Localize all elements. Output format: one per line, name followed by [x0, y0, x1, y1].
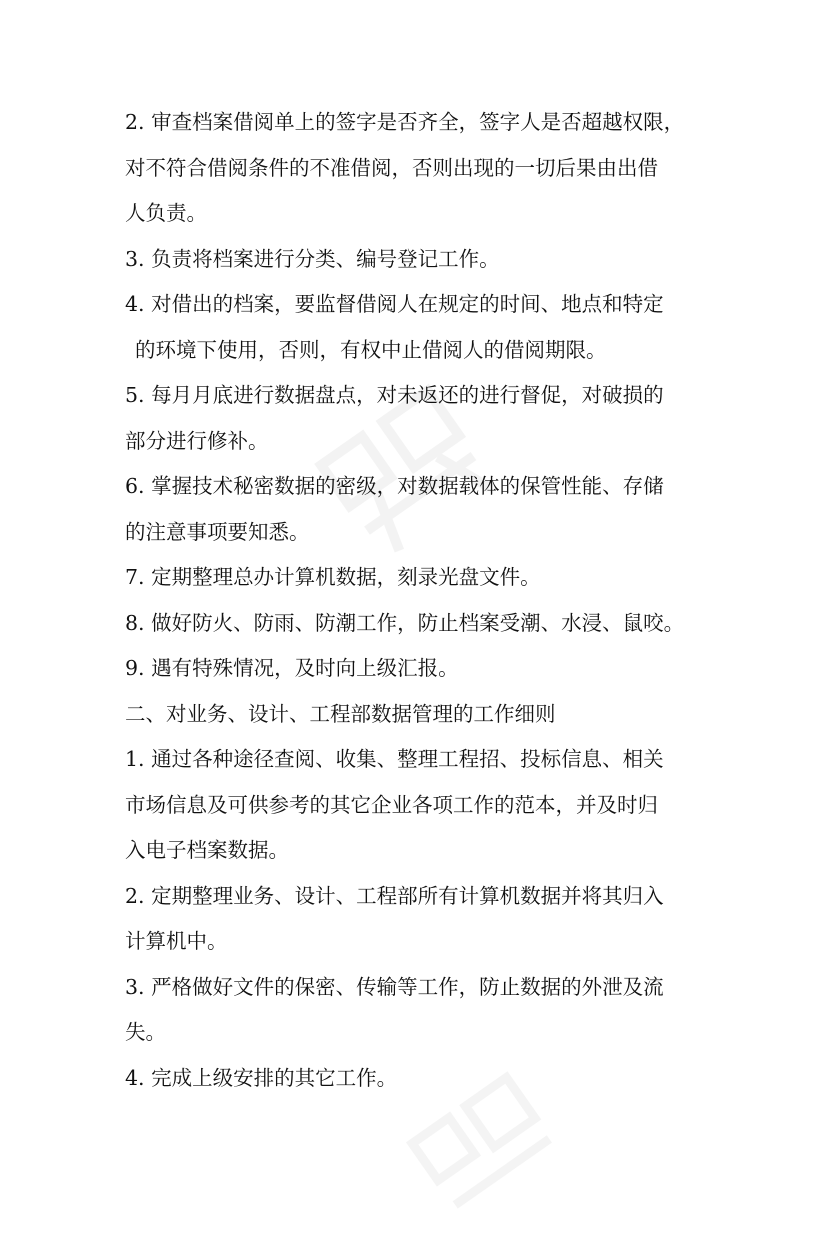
text-line: 2. 审查档案借阅单上的签字是否齐全，签字人是否超越权限， — [125, 110, 685, 134]
text-line: 失。 — [125, 1020, 166, 1044]
document-body — [125, 100, 725, 1101]
text-line: 5. 每月月底进行数据盘点，对未返还的进行督促，对破损的 — [125, 383, 664, 407]
text-line: 3. 严格做好文件的保密、传输等工作，防止数据的外泄及流 — [125, 974, 664, 999]
text-line: 8. 做好防火、防雨、防潮工作，防止档案受潮、水浸、鼠咬。 — [125, 610, 685, 635]
text-line: 入电子档案数据。 — [125, 838, 289, 862]
text-line: 计算机中。 — [125, 929, 228, 953]
text-line: 对不符合借阅条件的不准借阅，否则出现的一切后果由出借 — [125, 155, 658, 180]
text-line: 的环境下使用，否则，有权中止借阅人的借阅期限。 — [135, 337, 607, 362]
text-line: 6. 掌握技术秘密数据的密级，对数据载体的保管性能、存储 — [125, 474, 664, 498]
text-line: 1. 通过各种途径查阅、收集、整理工程招、投标信息、相关 — [125, 747, 664, 771]
text-line: 市场信息及可供参考的其它企业各项工作的范本，并及时归 — [125, 792, 658, 817]
section-heading: 二、对业务、设计、工程部数据管理的工作细则 — [125, 701, 556, 726]
text-line: 7. 定期整理总办计算机数据，刻录光盘文件。 — [125, 565, 541, 589]
text-line: 人负责。 — [125, 201, 207, 225]
text-line: 的注意事项要知悉。 — [125, 519, 310, 544]
text-line: 部分进行修补。 — [125, 428, 269, 453]
text-line: 4. 对借出的档案，要监督借阅人在规定的时间、地点和特定 — [125, 292, 664, 316]
text-line: 2. 定期整理业务、设计、工程部所有计算机数据并将其归入 — [125, 883, 664, 908]
text-line: 9. 遇有特殊情况，及时向上级汇报。 — [125, 656, 459, 680]
text-line: 3. 负责将档案进行分类、编号登记工作。 — [125, 246, 500, 271]
text-line: 4. 完成上级安排的其它工作。 — [125, 1065, 398, 1090]
